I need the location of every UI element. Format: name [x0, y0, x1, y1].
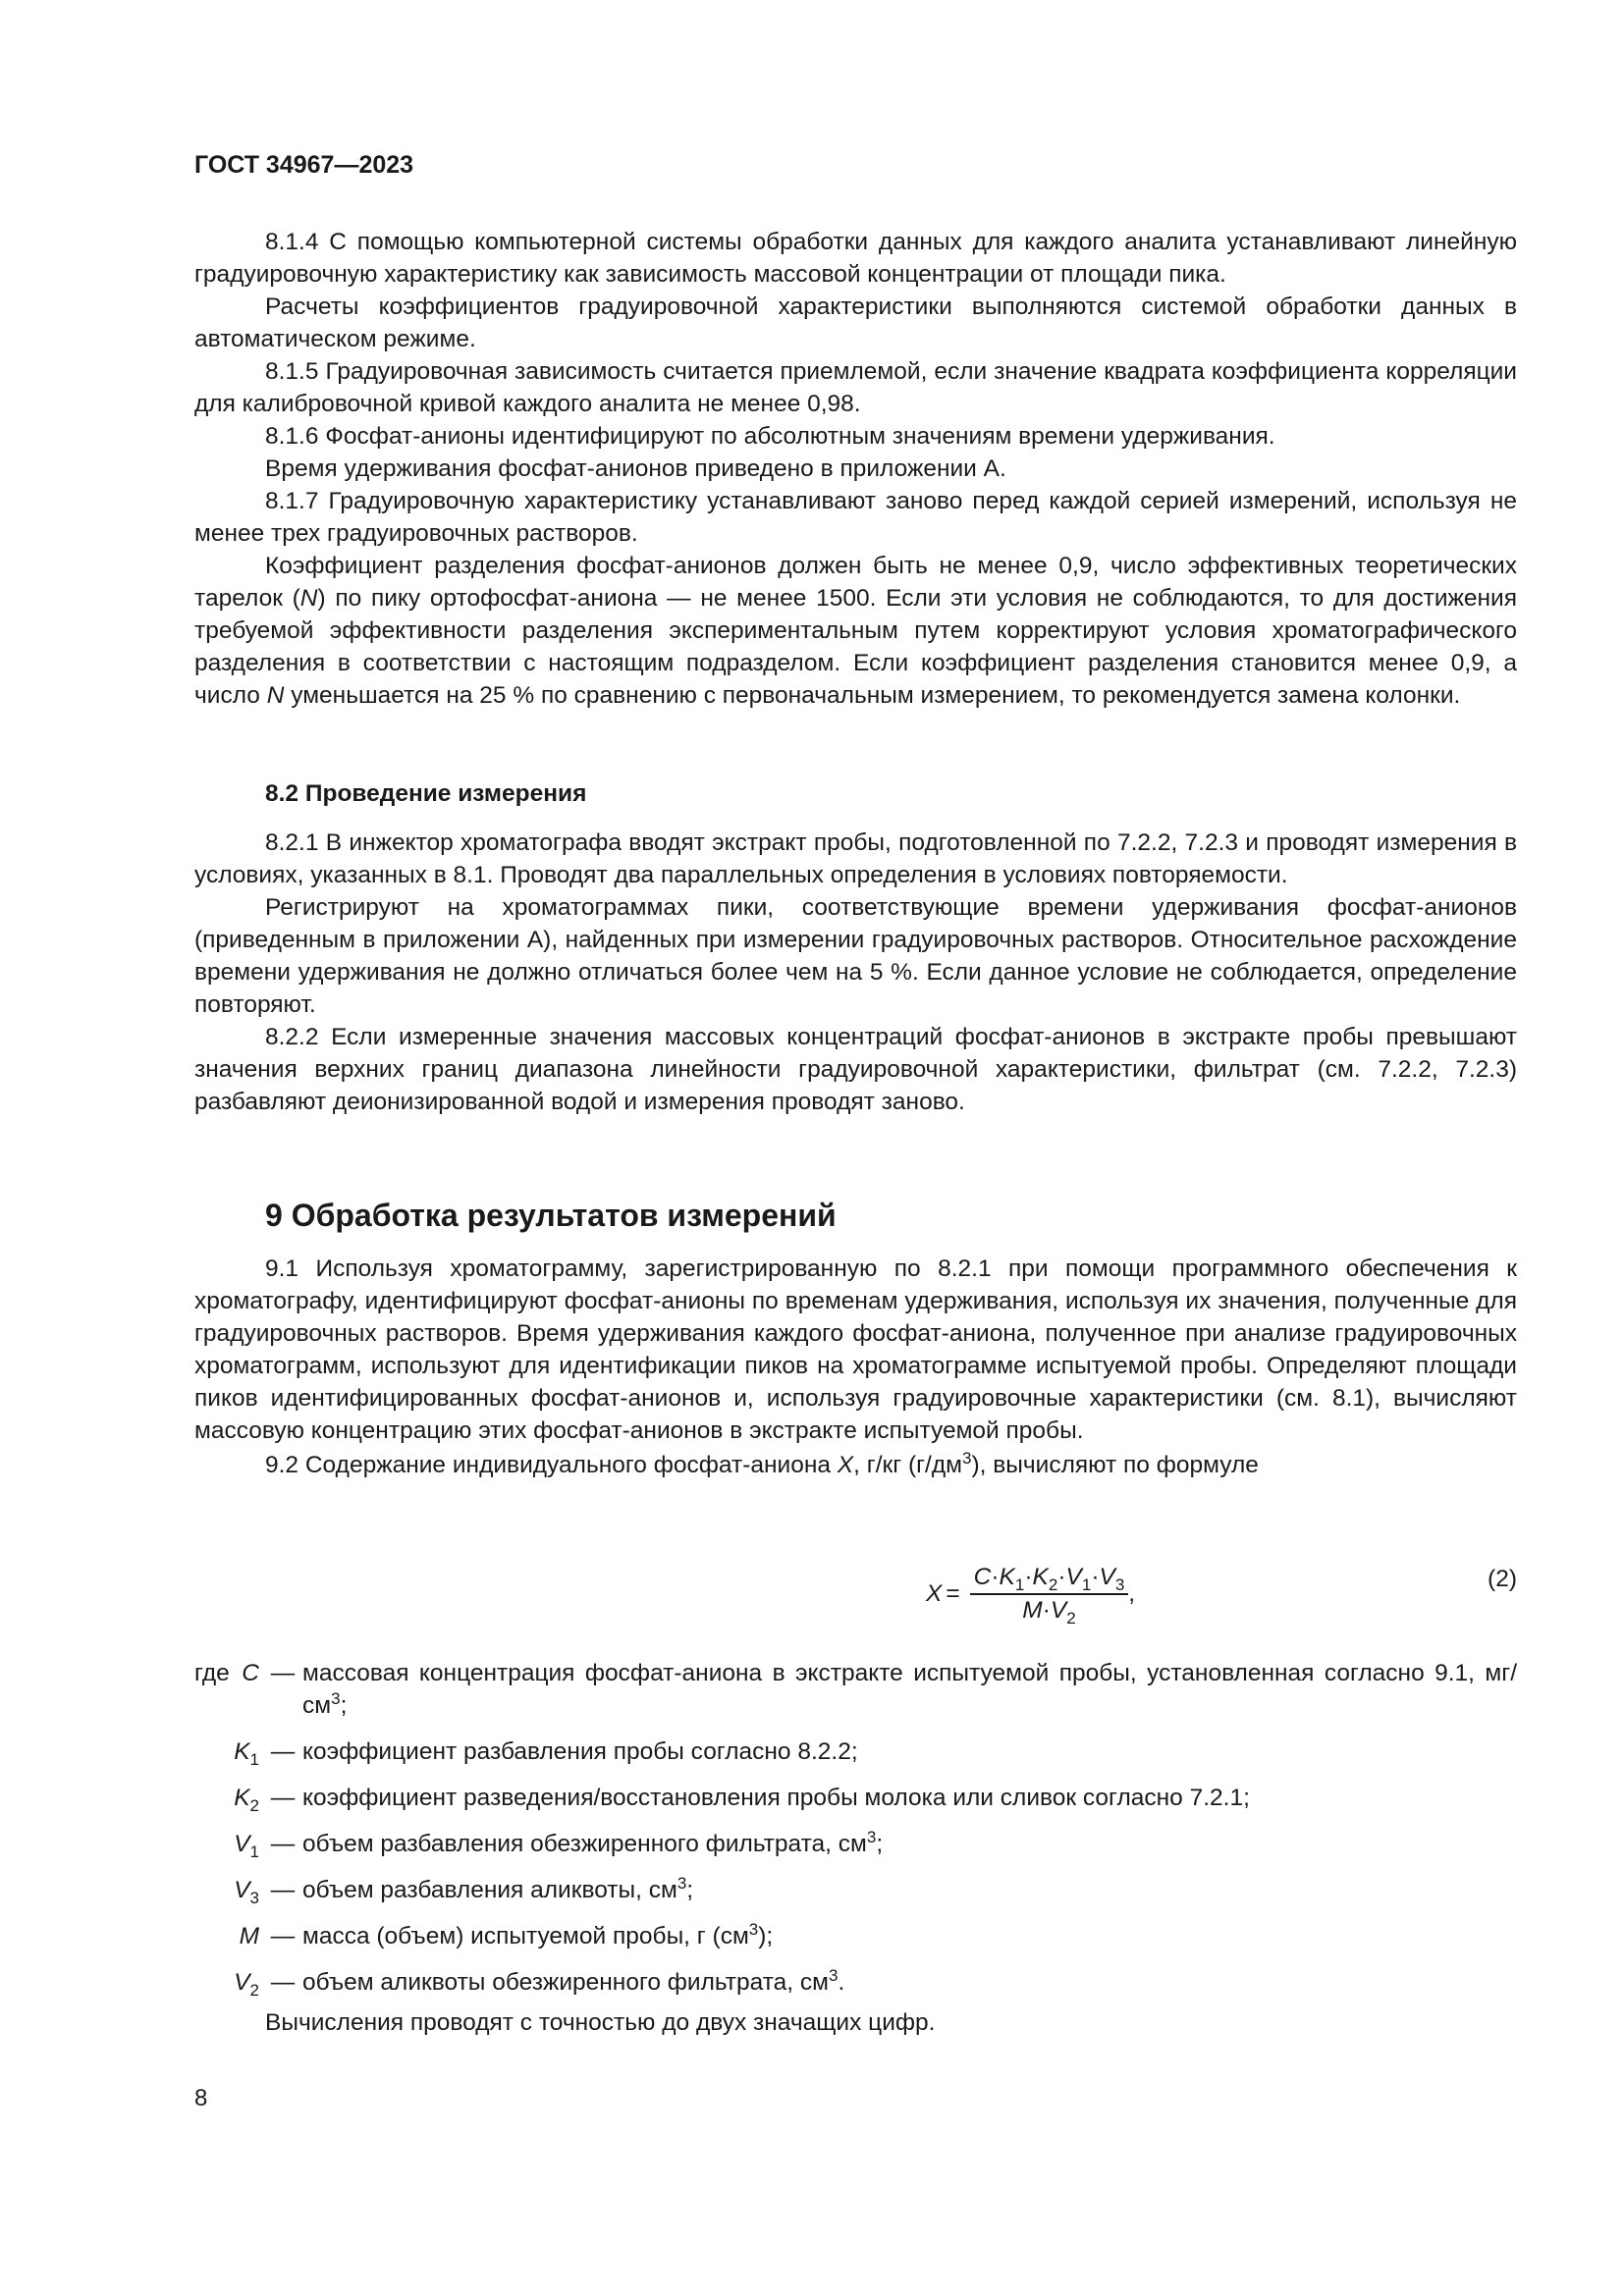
legend-item: [194, 1782, 1517, 1814]
paragraph: Время удерживания фосфат-анионов приведено в приложении А.: [265, 455, 1006, 482]
formula-2: [194, 1536, 1517, 1634]
symbol-n: N: [266, 682, 285, 709]
equals-sign: =: [946, 1580, 960, 1607]
symbol: K: [234, 1738, 250, 1765]
closing-paragraph: Вычисления проводят с точностью до двух значащих цифр.: [265, 2009, 936, 2036]
symbol: V: [234, 1969, 250, 1996]
var: C: [973, 1564, 992, 1590]
dash: —: [270, 1660, 296, 1686]
subscript: 3: [249, 1889, 259, 1907]
text: масса (объем) испытуемой пробы, г (см: [302, 1923, 749, 1949]
dot: ·: [1042, 1597, 1051, 1624]
fraction: [970, 1564, 1129, 1628]
legend-symbol: [194, 1874, 263, 1906]
paragraph-8-1-4: 8.1.4 С помощью компьютерной системы обработки данных для каждого аналита устанавливают линейную градуировочную характеристику как зависимость массовой концентрации от площади пика.: [194, 229, 1517, 288]
equation-number: (2): [1488, 1566, 1517, 1592]
numerator: [970, 1564, 1129, 1595]
text: объем разбавления аликвоты, см: [302, 1877, 677, 1903]
symbol: K: [234, 1785, 250, 1811]
punctuation: .: [838, 1969, 845, 1996]
var: V: [1065, 1564, 1082, 1590]
legend-item: [194, 1828, 1517, 1860]
subscript: 2: [249, 1981, 259, 2000]
superscript: 3: [962, 1449, 972, 1468]
legend-symbol: [194, 1966, 263, 1999]
legend-item: [194, 1874, 1517, 1906]
symbol: V: [234, 1831, 250, 1857]
text: массовая концентрация фосфат-аниона в экстракте испытуемой пробы, установленная согласно 9.1, мг/см: [302, 1660, 1517, 1719]
text: объем разбавления обезжиренного фильтрата, см: [302, 1831, 867, 1857]
dash: —: [270, 1969, 296, 1996]
legend-symbol: [194, 1782, 263, 1814]
section-8-1: [194, 226, 1517, 712]
var: V: [1050, 1597, 1067, 1624]
paragraph-9-1: 9.1 Используя хроматограмму, зарегистрированную по 8.2.1 при помощи программного обеспечения к хроматографу, идентифицируют фосфат-анионы по временам удерживания, используя их значения, полученные для градуировочных растворов. Время удерживания каждого фосфат-аниона, полученное при анализе градуировочных хроматограмм, используют для идентификации пиков на хроматограмме испытуемой пробы. Определяют площади пиков идентифицированных фосфат-анионов и, используя градуировочные характеристики (см. 8.1), вычисляют массовую концентрацию этих фосфат-анионов в экстракте испытуемой пробы.: [194, 1255, 1517, 1444]
paragraph-8-1-6: 8.1.6 Фосфат-анионы идентифицируют по абсолютным значениям времени удерживания.: [265, 423, 1275, 450]
text: 9.2 Содержание индивидуального фосфат-аниона: [265, 1452, 838, 1478]
dash: —: [270, 1785, 296, 1811]
dot: ·: [1091, 1564, 1100, 1590]
subscript: 1: [249, 1750, 259, 1769]
text: , г/кг (г/дм: [853, 1452, 963, 1478]
formula-expression: [926, 1564, 1136, 1628]
page-number: 8: [194, 2085, 208, 2111]
legend-description: [302, 1874, 1517, 1906]
dot: ·: [1057, 1564, 1066, 1590]
legend-item: [194, 1920, 1517, 1952]
symbol-n: N: [299, 585, 318, 612]
section-heading-8-2: 8.2 Проведение измерения: [265, 780, 587, 807]
text: ) по пику ортофосфат-аниона — не менее 1500. Если эти условия не соблюдаются, то для достижения требуемой эффективности разделения экспериментальным путем корректируют условия хроматографического разделения в соответствии с настоящим подразделом. Если коэффициент разделения становится менее 0,9, а число: [194, 585, 1518, 709]
legend-item: [194, 1966, 1517, 1999]
punctuation: );: [758, 1923, 774, 1949]
dot: ·: [1024, 1564, 1033, 1590]
text: уменьшается на 25 % по сравнению с первоначальным измерением, то рекомендуется замена колонки.: [284, 682, 1461, 709]
legend-description: [302, 1966, 1517, 1999]
paragraph: Расчеты коэффициентов градуировочной характеристики выполняются системой обработки данных в автоматическом режиме.: [194, 294, 1517, 352]
paragraph-8-1-7: 8.1.7 Градуировочную характеристику устанавливают заново перед каждой серией измерений, используя не менее трех градуировочных растворов.: [194, 488, 1517, 547]
var: M: [1022, 1597, 1043, 1624]
text: коэффициент разведения/восстановления пробы молока или сливок согласно 7.2.1;: [302, 1785, 1250, 1811]
subscript: 1: [249, 1842, 259, 1861]
punctuation: ;: [876, 1831, 884, 1857]
punctuation: ;: [340, 1692, 348, 1719]
legend-symbol: [194, 1735, 263, 1768]
section-9: [194, 1253, 1517, 1481]
symbol: V: [234, 1877, 250, 1903]
text: коэффициент разбавления пробы согласно 8.2.2;: [302, 1738, 858, 1765]
legend-item: [194, 1735, 1517, 1768]
section-heading-9: 9 Обработка результатов измерений: [265, 1198, 837, 1233]
paragraph-8-2-1: 8.2.1 В инжектор хроматографа вводят экстракт пробы, подготовленной по 7.2.2, 7.2.3 и проводят измерения в условиях, указанных в 8.1. Проводят два параллельных определения в условиях повторяемости.: [194, 829, 1517, 888]
legend-symbol: [194, 1828, 263, 1860]
symbol: M: [239, 1923, 259, 1949]
dash: —: [270, 1923, 296, 1949]
formula-lhs: X: [926, 1580, 943, 1607]
symbol: C: [242, 1660, 259, 1686]
superscript: 3: [331, 1689, 341, 1708]
legend-description: [302, 1782, 1517, 1814]
sub: 3: [1114, 1575, 1125, 1594]
sub: 2: [1066, 1609, 1076, 1628]
sub: 1: [1014, 1575, 1025, 1594]
var: K: [999, 1564, 1015, 1590]
dash: —: [270, 1738, 296, 1765]
comma: ,: [1128, 1580, 1136, 1607]
document-header: ГОСТ 34967—2023: [194, 151, 414, 179]
sub: 2: [1048, 1575, 1058, 1594]
paragraph-8-2-2: 8.2.2 Если измеренные значения массовых концентраций фосфат-анионов в экстракте пробы превышают значения верхних границ диапазона линейности градуировочной характеристики, фильтрат (см. 7.2.2, 7.2.3) разбавляют деионизированной водой и измерения проводят заново.: [194, 1024, 1517, 1115]
superscript: 3: [677, 1874, 687, 1893]
dash: —: [270, 1877, 296, 1903]
subscript: 2: [249, 1796, 259, 1815]
paragraph-9-2: [194, 1449, 1517, 1481]
sub: 1: [1081, 1575, 1092, 1594]
var: K: [1032, 1564, 1049, 1590]
section-8-2: [194, 777, 1517, 1118]
legend-description: [302, 1657, 1517, 1722]
dash: —: [270, 1831, 296, 1857]
closing-block: [194, 2006, 1517, 2039]
paragraph: Регистрируют на хроматограммах пики, соответствующие времени удерживания фосфат-анионов (приведенным в приложении А), найденных при измерении градуировочных растворов. Относительное расхождение времени удерживания не должно отличаться более чем на 5 %. Если данное условие не соблюдается, определение повторяют.: [194, 894, 1517, 1018]
superscript: 3: [866, 1828, 877, 1846]
var: V: [1099, 1564, 1115, 1590]
superscript: 3: [748, 1920, 759, 1939]
text: ), вычисляют по формуле: [971, 1452, 1259, 1478]
superscript: 3: [828, 1966, 839, 1985]
text: Коэффициент разделения фосфат-анионов должен быть не менее 0,9, число эффективных теоретических тарелок (: [194, 553, 1517, 612]
legend-description: [302, 1828, 1517, 1860]
denominator: [1022, 1595, 1076, 1628]
dot: ·: [991, 1564, 1000, 1590]
legend-item: [194, 1657, 1517, 1722]
symbol-x: X: [837, 1452, 854, 1478]
text: объем аликвоты обезжиренного фильтрата, см: [302, 1969, 829, 1996]
punctuation: ;: [686, 1877, 694, 1903]
legend-intro: где: [194, 1660, 230, 1686]
paragraph-separation: [194, 550, 1517, 712]
formula-legend: [194, 1657, 1517, 2012]
legend-symbol: [194, 1920, 263, 1952]
paragraph-8-1-5: 8.1.5 Градуировочная зависимость считается приемлемой, если значение квадрата коэффициента корреляции для калибровочной кривой каждого аналита не менее 0,98.: [194, 358, 1517, 417]
legend-description: [302, 1735, 1517, 1768]
legend-description: [302, 1920, 1517, 1952]
